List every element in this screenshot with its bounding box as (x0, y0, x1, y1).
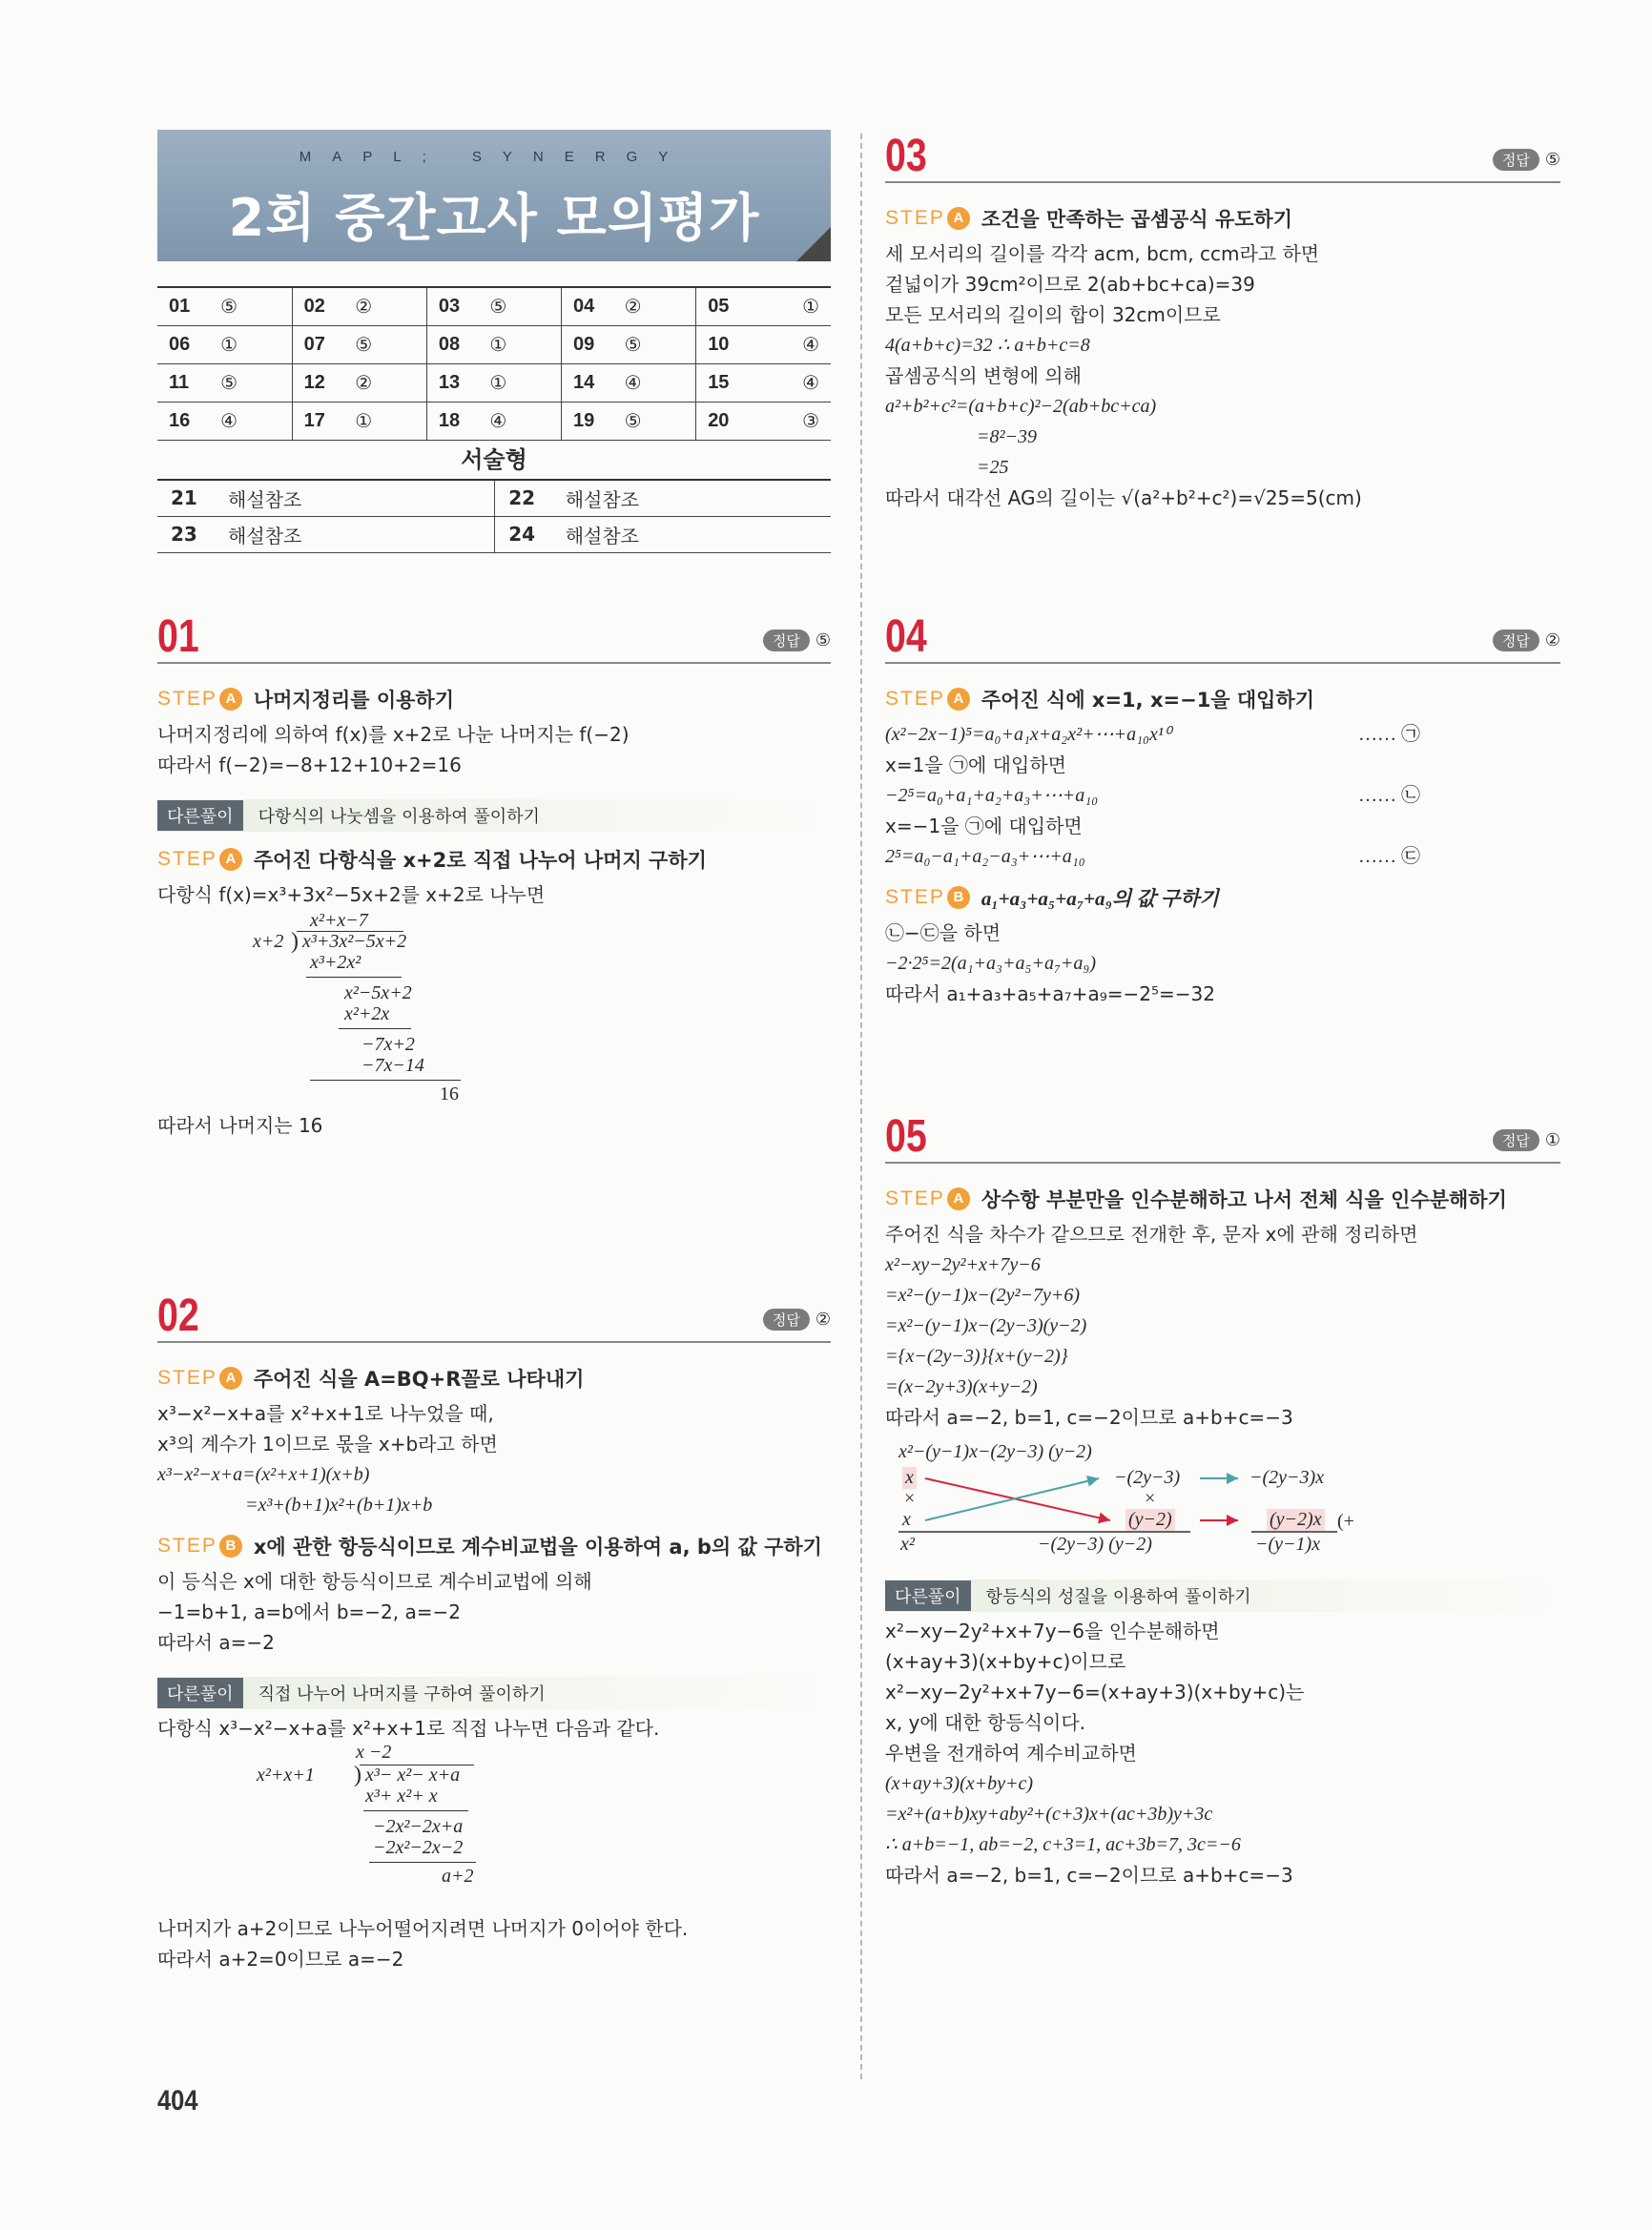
text-line: 따라서 f(−2)=−8+12+10+2=16 (157, 754, 462, 776)
essay-number: 21 (157, 480, 215, 516)
cross-term: x (902, 1509, 911, 1530)
step-letter: A (947, 688, 970, 711)
step-title: a₁+a₃+a₅+a₇+a₉의 값 구하기 (981, 887, 1219, 910)
answer-choice: ① (478, 363, 561, 402)
text-line: 다항식 x³−x²−x+a를 x²+x+1로 직접 나누면 다음과 같다. (157, 1717, 660, 1740)
division-step: −7x+2 (361, 1034, 415, 1055)
question-number: 05 (696, 287, 748, 325)
equation-mark: …… ㉠ (1358, 724, 1420, 745)
text-line: 따라서 대각선 AG의 길이는 √(a²+b²+c²)=√25=5(cm) (885, 486, 1362, 509)
step-b (885, 883, 1560, 912)
essay-number: 22 (495, 480, 552, 516)
solution-02 (157, 1290, 831, 1974)
math-line: =(x−2y+3)(x+y−2) (885, 1376, 1038, 1397)
essay-number: 24 (495, 516, 552, 552)
answer-label: 정답 (763, 630, 810, 651)
essay-row (157, 480, 831, 516)
question-number: 03 (426, 287, 478, 325)
text-line: x²−xy−2y²+x+7y−6을 인수분해하면 (885, 1620, 1220, 1642)
step-label: STEP (157, 848, 217, 870)
step-title: 조건을 만족하는 곱셈공식 유도하기 (981, 208, 1293, 231)
step-label: STEP (885, 207, 945, 229)
math-line: x³−x²−x+a=(x²+x+1)(x+b) (157, 1464, 370, 1485)
answer-choice: ④ (748, 325, 831, 363)
step-letter: A (219, 848, 242, 871)
alt-title: 항등식의 성질을 이용하여 풀이하기 (985, 1587, 1251, 1607)
banner-subtitle: MAPL; SYNERGY (299, 149, 690, 165)
answer-value: ⑤ (1544, 150, 1560, 170)
section-header (157, 610, 831, 664)
solution-03 (885, 130, 1560, 513)
remainder: a+2 (442, 1866, 474, 1887)
text-line: x²−xy−2y²+x+7y−6=(x+ay+3)(x+by+c)는 (885, 1681, 1305, 1703)
step-label: STEP (885, 1187, 945, 1209)
text-line: 겉넓이가 39cm²이므로 2(ab+bc+ca)=39 (885, 273, 1255, 296)
step-letter: A (947, 1187, 970, 1210)
equation: 2⁵=a₀−a₁+a₂−a₃+⋯+a₁₀ (885, 846, 1085, 867)
text-line: 모든 모서리의 길이의 합이 32cm이므로 (885, 303, 1221, 326)
cross-sum: −(y−1)x (1255, 1534, 1321, 1555)
answer-label: 정답 (763, 1309, 810, 1331)
step-title: 상수항 부분만을 인수분해하고 나서 전체 식을 인수분해하기 (981, 1188, 1507, 1211)
question-number: 20 (696, 402, 748, 440)
math-line: =8²−39 (977, 426, 1037, 447)
division-bracket: ) (291, 929, 299, 954)
answer-badge (1493, 630, 1560, 651)
alt-title: 직접 나누어 나머지를 구하여 풀이하기 (258, 1684, 546, 1704)
step-label: STEP (157, 688, 217, 710)
text-line: x=−1을 ㉠에 대입하면 (885, 815, 1083, 837)
question-number: 06 (157, 325, 209, 363)
text-line: 따라서 나머지는 16 (157, 1114, 323, 1137)
division-rule (369, 1862, 476, 1863)
equation: −2⁵=a₀+a₁+a₂+a₃+⋯+a₁₀ (885, 785, 1099, 806)
section-number: 03 (885, 131, 927, 181)
step-letter: A (219, 688, 242, 711)
step-a (157, 845, 831, 874)
text-line: 곱셈공식의 변형에 의해 (885, 364, 1082, 387)
section-number: 01 (157, 611, 199, 662)
math-line: =x²+(a+b)xy+aby²+(c+3)x+(ac+3b)y+3c (885, 1804, 1213, 1825)
answer-choice: ⑤ (478, 287, 561, 325)
essay-answer: 해설참조 (552, 516, 831, 552)
step-label: STEP (157, 1367, 217, 1389)
step-letter: B (947, 886, 970, 909)
math-line: ={x−(2y−3)}{x+(y−2)} (885, 1346, 1068, 1367)
cross-term: −(2y−3) (1114, 1467, 1181, 1488)
text-line: 따라서 a=−2, b=1, c=−2이므로 a+b+c=−3 (885, 1864, 1293, 1887)
answer-choice: ② (343, 363, 426, 402)
text-line: 다항식 f(x)=x³+3x²−5x+2를 x+2로 나누면 (157, 883, 546, 906)
answer-choice: ② (613, 287, 696, 325)
question-number: 02 (292, 287, 343, 325)
answer-value: ⑤ (815, 630, 831, 650)
text-line: 나머지가 a+2이므로 나누어떨어지려면 나머지가 0이어야 한다. (157, 1917, 689, 1940)
answer-choice: ② (343, 287, 426, 325)
answer-choice: ⑤ (613, 325, 696, 363)
column-divider (860, 134, 862, 2079)
essay-table (157, 479, 831, 553)
division-step: x²+2x (344, 1003, 390, 1024)
text-line: −1=b+1, a=b에서 b=−2, a=−2 (157, 1600, 461, 1623)
answer-row (157, 325, 831, 363)
text-line: 따라서 a+2=0이므로 a=−2 (157, 1948, 404, 1971)
equation-mark: …… ㉡ (1358, 785, 1420, 806)
text-line: ㉡−㉢을 하면 (885, 921, 1002, 944)
question-number: 09 (562, 325, 613, 363)
answer-row (157, 402, 831, 440)
answer-label: 정답 (1493, 1129, 1539, 1151)
quotient: x −2 (356, 1742, 392, 1763)
step-letter: B (219, 1535, 242, 1558)
banner-title: 2회 중간고사 모의평가 (228, 188, 760, 248)
division-step: x³+2x² (310, 952, 361, 973)
step-letter: A (947, 207, 970, 230)
step-title: 주어진 식에 x=1, x=−1을 대입하기 (981, 689, 1315, 712)
division-rule (363, 1810, 468, 1811)
text-line: x³−x²−x+a를 x²+x+1로 나누었을 때, (157, 1402, 494, 1425)
answer-choice: ③ (748, 402, 831, 440)
question-number: 17 (292, 402, 343, 440)
cross-method-diagram (885, 1467, 1560, 1580)
solution-05 (885, 1110, 1560, 1890)
section-number: 05 (885, 1111, 927, 1162)
math-line: ∴ a+b=−1, ab=−2, c+3=1, ac+3b=7, 3c=−6 (885, 1834, 1241, 1855)
answer-value: ① (1544, 1130, 1560, 1150)
text-line: 따라서 a=−2, b=1, c=−2이므로 a+b+c=−3 (885, 1406, 1293, 1429)
essay-answer: 해설참조 (215, 516, 495, 552)
text-line: x, y에 대한 항등식이다. (885, 1711, 1086, 1734)
text-line: 주어진 식을 차수가 같으므로 전개한 후, 문자 x에 관해 정리하면 (885, 1223, 1418, 1246)
title-banner (157, 130, 831, 261)
step-a (157, 1364, 831, 1393)
math-line: 4(a+b+c)=32 ∴ a+b+c=8 (885, 335, 1090, 356)
cross-times: × (1145, 1488, 1156, 1509)
cross-times: × (904, 1488, 916, 1509)
math-line (885, 841, 1560, 872)
step-a (885, 685, 1560, 713)
math-line: =x²−(y−1)x−(2y²−7y+6) (885, 1285, 1080, 1306)
cross-term: −(2y−3) (y−2) (1038, 1534, 1152, 1555)
math-line: (x+ay+3)(x+by+c) (885, 1773, 1034, 1794)
alt-solution-bar (157, 1677, 831, 1709)
section-header (157, 1290, 831, 1343)
cross-arrows (885, 1467, 1362, 1572)
division-step: x²−5x+2 (344, 982, 412, 1003)
answer-label: 정답 (1493, 630, 1539, 651)
answer-choice: ④ (209, 402, 292, 440)
answer-choice: ⑤ (343, 325, 426, 363)
question-number: 14 (562, 363, 613, 402)
question-number: 19 (562, 402, 613, 440)
question-number: 10 (696, 325, 748, 363)
text-line: 따라서 a=−2 (157, 1631, 275, 1654)
question-number: 01 (157, 287, 209, 325)
cross-term: x (902, 1467, 917, 1489)
text-line: 우변을 전개하여 계수비교하면 (885, 1742, 1137, 1765)
essay-row (157, 516, 831, 552)
step-title: 주어진 식을 A=BQ+R꼴로 나타내기 (253, 1368, 585, 1391)
long-division (157, 910, 831, 1110)
answer-label: 정답 (1493, 149, 1539, 171)
answer-choice: ⑤ (209, 287, 292, 325)
step-label: STEP (157, 1535, 217, 1557)
answer-choice: ④ (478, 402, 561, 440)
alt-solution-bar (157, 799, 831, 832)
question-number: 18 (426, 402, 478, 440)
text-line: 이 등식은 x에 대한 항등식이므로 계수비교법에 의해 (157, 1570, 592, 1593)
division-rule (306, 977, 402, 978)
text-line: 세 모서리의 길이를 각각 acm, bcm, ccm라고 하면 (885, 242, 1320, 265)
division-bracket: ) (354, 1763, 361, 1787)
division-step: −2x²−2x−2 (373, 1837, 464, 1858)
answer-badge (1493, 149, 1560, 171)
answer-choice: ④ (748, 363, 831, 402)
solution-01 (157, 610, 831, 1141)
alt-solution-bar (885, 1580, 1560, 1612)
cross-term: x² (900, 1534, 915, 1555)
answer-value: ② (1544, 630, 1560, 650)
question-number: 12 (292, 363, 343, 402)
step-a (885, 1185, 1560, 1213)
step-title: x에 관한 항등식이므로 계수비교법을 이용하여 a, b의 값 구하기 (253, 1536, 822, 1559)
math-line: −2·2⁵=2(a₁+a₃+a₅+a₇+a₉) (885, 953, 1097, 974)
page-number: 404 (157, 2085, 198, 2116)
essay-heading: 서술형 (461, 446, 527, 473)
answer-badge (763, 630, 831, 651)
division-step: −2x²−2x+a (373, 1816, 464, 1837)
answer-choice: ① (209, 325, 292, 363)
answer-choice: ⑤ (209, 363, 292, 402)
step-letter: A (219, 1367, 242, 1390)
section-number: 04 (885, 611, 927, 662)
text-line: 따라서 a₁+a₃+a₅+a₇+a₉=−2⁵=−32 (885, 982, 1215, 1005)
step-title: 나머지정리를 이용하기 (253, 689, 455, 712)
division-step: −7x−14 (361, 1055, 424, 1076)
essay-number: 23 (157, 516, 215, 552)
essay-answer: 해설참조 (215, 480, 495, 516)
cross-plus: (+ (1337, 1511, 1354, 1532)
question-number: 07 (292, 325, 343, 363)
dividend: x³+3x²−5x+2 (302, 931, 407, 952)
question-number: 13 (426, 363, 478, 402)
step-b (157, 1532, 831, 1560)
math-line: =x³+(b+1)x²+(b+1)x+b (245, 1495, 433, 1516)
alt-title: 다항식의 나눗셈을 이용하여 풀이하기 (258, 807, 540, 827)
cross-term: (y−2) (1125, 1509, 1175, 1531)
essay-answer: 해설참조 (552, 480, 831, 516)
answer-choice: ① (748, 287, 831, 325)
step-label: STEP (885, 886, 945, 908)
answer-value: ② (815, 1310, 831, 1330)
answer-choice: ① (343, 402, 426, 440)
answer-choice: ④ (613, 363, 696, 402)
solution-04 (885, 610, 1560, 1009)
divisor: x²+x+1 (257, 1765, 315, 1786)
question-number: 15 (696, 363, 748, 402)
step-a (885, 204, 1560, 233)
section-header (885, 610, 1560, 664)
section-header (885, 130, 1560, 183)
alt-label: 다른풀이 (157, 1678, 243, 1708)
step-a (157, 685, 831, 713)
alt-label: 다른풀이 (157, 800, 243, 831)
question-number: 08 (426, 325, 478, 363)
text-line: x=1을 ㉠에 대입하면 (885, 754, 1066, 776)
answer-row (157, 287, 831, 325)
long-division (157, 1744, 831, 1913)
section-number: 02 (157, 1291, 199, 1341)
answer-choice: ① (478, 325, 561, 363)
answer-table (157, 286, 831, 441)
math-line (885, 780, 1560, 811)
math-line (885, 719, 1560, 750)
question-number: 11 (157, 363, 209, 402)
text-line: (x+ay+3)(x+by+c)이므로 (885, 1650, 1126, 1673)
division-rule (339, 1028, 411, 1029)
answer-choice: ⑤ (613, 402, 696, 440)
section-header (885, 1110, 1560, 1164)
answer-badge (763, 1309, 831, 1331)
remainder: 16 (440, 1084, 459, 1105)
cross-product: (y−2)x (1267, 1509, 1325, 1531)
cross-method-title: x²−(y−1)x−(2y−3) (y−2) (898, 1441, 1092, 1462)
math-line: x²−xy−2y²+x+7y−6 (885, 1254, 1041, 1275)
dividend: x³− x²− x+a (365, 1765, 461, 1786)
step-label: STEP (885, 688, 945, 710)
divisor: x+2 (253, 931, 284, 952)
text-line: 나머지정리에 의하여 f(x)를 x+2로 나눈 나머지는 f(−2) (157, 723, 630, 746)
answer-badge (1493, 1129, 1560, 1151)
answer-row (157, 363, 831, 402)
division-rule (310, 1080, 461, 1081)
question-number: 16 (157, 402, 209, 440)
alt-label: 다른풀이 (885, 1580, 971, 1611)
question-number: 04 (562, 287, 613, 325)
cross-product: −(2y−3)x (1249, 1467, 1325, 1488)
equation-mark: …… ㉢ (1358, 846, 1420, 867)
division-step: x³+ x²+ x (365, 1786, 438, 1807)
math-line: a²+b²+c²=(a+b+c)²−2(ab+bc+ca) (885, 396, 1157, 417)
equation: (x²−2x−1)⁵=a₀+a₁x+a₂x²+⋯+a₁₀x¹⁰ (885, 724, 1171, 745)
step-title: 주어진 다항식을 x+2로 직접 나누어 나머지 구하기 (253, 849, 707, 872)
math-line: =x²−(y−1)x−(2y−3)(y−2) (885, 1315, 1087, 1336)
quotient: x²+x−7 (310, 910, 368, 931)
text-line: x³의 계수가 1이므로 몫을 x+b라고 하면 (157, 1433, 498, 1456)
math-line: =25 (977, 457, 1009, 478)
